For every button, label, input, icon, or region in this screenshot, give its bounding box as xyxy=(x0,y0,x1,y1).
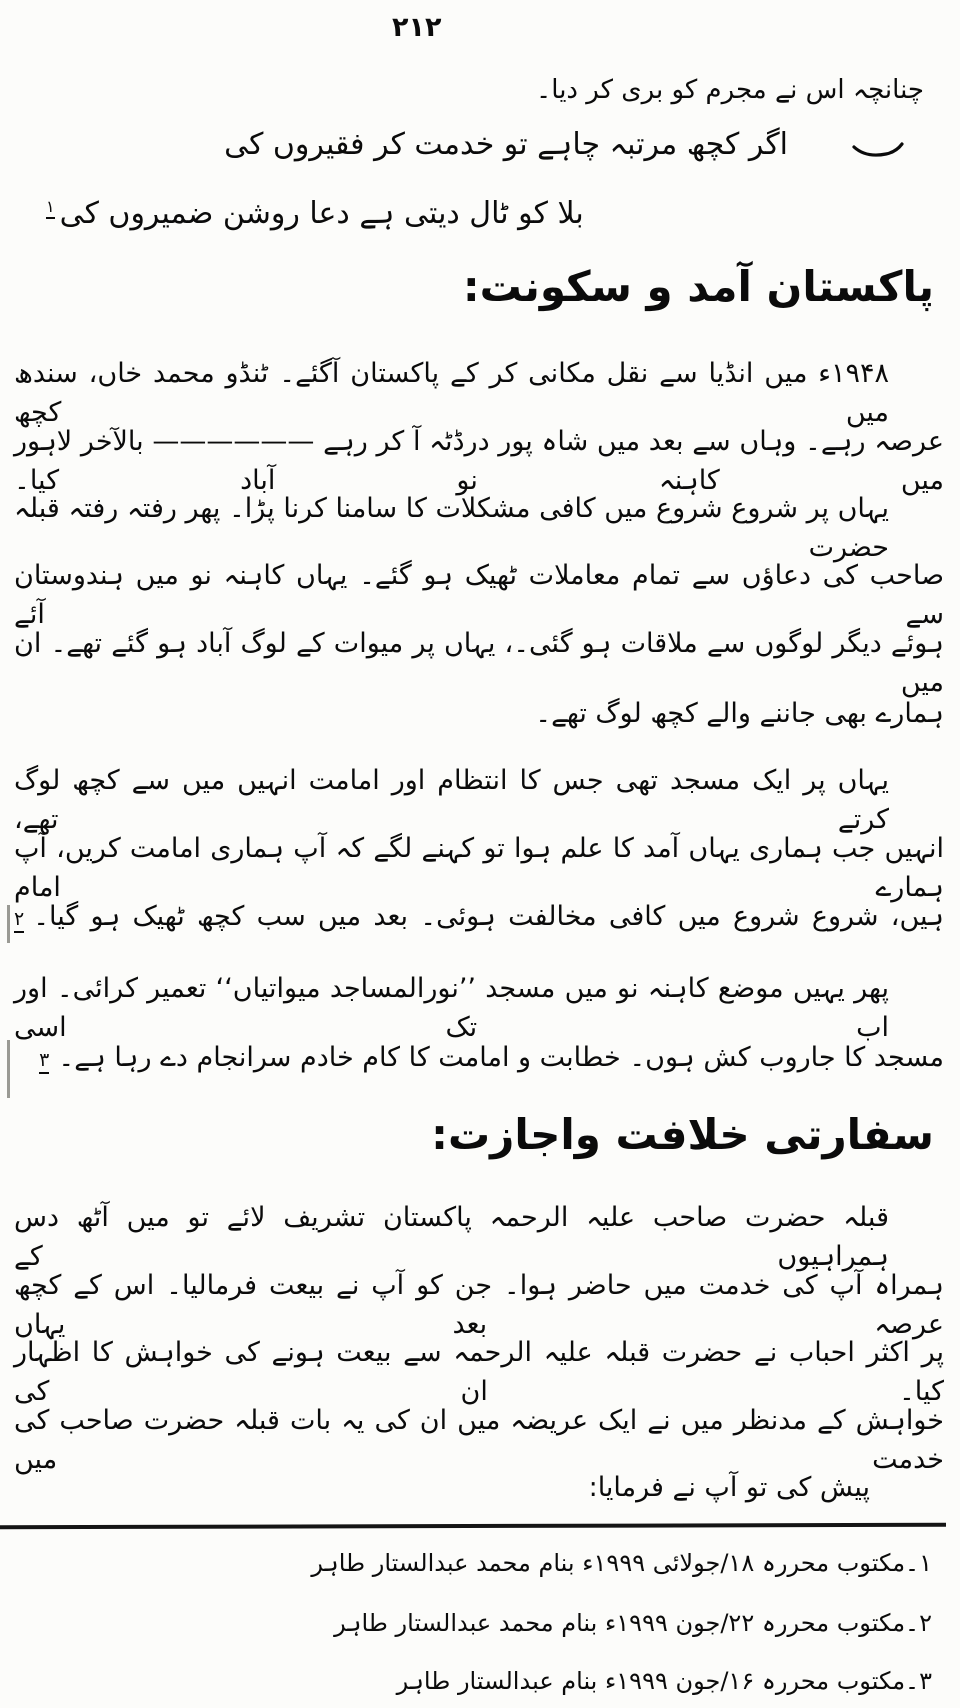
poetry-verse-marker-icon xyxy=(852,140,904,164)
body-line: یہاں پر شروع شروع میں کافی مشکلات کا سامنا کرنا پڑا۔ پھر رفتہ رفتہ قبلہ حضرت xyxy=(14,493,889,564)
body-line: ۱۹۴۸ء میں انڈیا سے نقل مکانی کر کے پاکستان آگئے۔ ٹنڈو محمد خاں، سندھ میں کچھ xyxy=(14,358,889,429)
body-line: پر اکثر احباب نے حضرت قبلہ علیہ الرحمہ سے بیعت ہونے کی خواہش کا اظہار کیا۔ ان کی xyxy=(14,1337,944,1408)
scan-artifact xyxy=(7,1040,10,1098)
footnote-text: مکتوب محررہ ۱۶/جون ۱۹۹۹ء بنام عبدالستار طاہر xyxy=(396,1667,906,1695)
body-line: انہیں جب ہماری یہاں آمد کا علم ہوا تو کہنے لگے کہ آپ ہماری امامت کریں، آپ ہمارے امام xyxy=(14,833,944,904)
scan-artifact xyxy=(7,905,10,943)
body-line: ہیں، شروع شروع میں کافی مخالفت ہوئی۔ بعد میں سب کچھ ٹھیک ہو گیا۔۲ xyxy=(14,901,944,932)
body-line: ہمارے بھی جاننے والے کچھ لوگ تھے۔ xyxy=(535,698,944,729)
footnote-ref-3: ۳ xyxy=(39,1049,49,1074)
verse-line-2 xyxy=(46,196,584,231)
page-number: ۲۱۲ xyxy=(392,12,442,43)
body-line: مسجد کا جاروب کش ہوں۔ خطابت و امامت کا کام خادم سرانجام دے رہا ہے۔۳ xyxy=(39,1042,944,1073)
body-line: پیش کی تو آپ نے فرمایا: xyxy=(588,1472,870,1503)
body-line: خواہش کے مدنظر میں نے ایک عریضہ میں ان کی یہ بات قبلہ حضرت صاحب کی خدمت میں xyxy=(14,1405,944,1476)
footnote-ref-2: ۲ xyxy=(14,908,24,933)
paragraph-continuation-line: چنانچہ اس نے مجرم کو بری کر دیا۔ xyxy=(536,75,924,105)
body-line: ہمراہ آپ کی خدمت میں حاضر ہوا۔ جن کو آپ نے بیعت فرمالیا۔ اس کے کچھ عرصہ بعد یہاں xyxy=(14,1270,944,1341)
verse-footnote-ref: ۱ xyxy=(46,197,55,219)
section-heading-pakistan-arrival: پاکستان آمد و سکونت: xyxy=(462,262,934,311)
body-line: پھر یہیں موضع کاہنہ نو میں مسجد ’’نورالمساجد میواتیاں‘‘ تعمیر کرائی۔ اور اب تک اسی xyxy=(14,973,889,1044)
body-line: ہوئے دیگر لوگوں سے ملاقات ہو گئی۔، یہاں پر میوات کے لوگ آباد ہو گئے تھے۔ ان میں xyxy=(14,628,944,699)
footnote-item xyxy=(334,1609,944,1637)
footnote-separator xyxy=(0,1523,946,1529)
footnote-number: ۱۔ xyxy=(905,1549,932,1577)
footnote-number: ۲۔ xyxy=(905,1609,932,1637)
body-line: قبلہ حضرت صاحب علیہ الرحمہ پاکستان تشریف لائے تو میں آٹھ دس ہمراہیوں کے xyxy=(14,1202,889,1273)
verse-line-2-text: بلا کو ٹال دیتی ہے دعا روشن ضمیروں کی xyxy=(59,196,584,231)
footnote-text: مکتوب محررہ ۲۲/جون ۱۹۹۹ء بنام محمد عبدالستار طاہر xyxy=(334,1609,906,1637)
body-line: صاحب کی دعاؤں سے تمام معاملات ٹھیک ہو گئے۔ یہاں کاہنہ نو میں ہندوستان سے آئے xyxy=(14,560,944,631)
body-line: عرصہ رہے۔ وہاں سے بعد میں شاہ پور درڈٹہ آ کر رہے —————— بالآخر لاہور میں کاہنہ نو آباد کیا۔ xyxy=(14,426,944,497)
verse-line-1: اگر کچھ مرتبہ چاہے تو خدمت کر فقیروں کی xyxy=(224,127,788,162)
footnote-item xyxy=(311,1549,944,1577)
footnote-number: ۳۔ xyxy=(905,1667,932,1695)
footnote-item xyxy=(397,1667,944,1695)
footnote-text: مکتوب محررہ ۱۸/جولائی ۱۹۹۹ء بنام محمد عبدالستار طاہر xyxy=(311,1549,906,1577)
body-line: یہاں پر ایک مسجد تھی جس کا انتظام اور امامت انہیں میں سے کچھ لوگ کرتے تھے، xyxy=(14,765,889,836)
section-heading-khilafat-ijazat: سفارتی خلافت واجازت: xyxy=(431,1110,934,1159)
